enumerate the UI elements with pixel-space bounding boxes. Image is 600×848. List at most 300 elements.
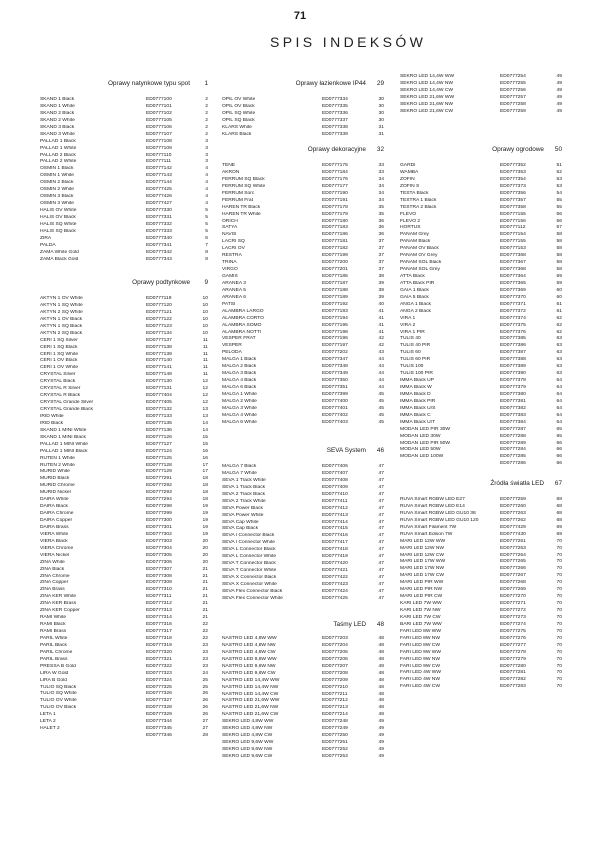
product-code: ED0777256 <box>500 87 526 93</box>
product-code: ED0777329 <box>146 712 172 718</box>
index-row <box>222 692 384 699</box>
product-page: 47 <box>378 595 384 601</box>
product-page: 44 <box>378 371 384 377</box>
index-row <box>40 393 208 400</box>
product-code: ED0777399 <box>322 391 348 397</box>
product-name: OSMIN 2 White <box>40 187 74 193</box>
product-page: 21 <box>202 601 208 607</box>
product-code: ED0777130 <box>146 379 172 385</box>
product-name: TULIO SQ Black <box>40 684 77 690</box>
product-name: AKTYN 2 SQ Black <box>40 330 83 336</box>
product-name: VIERA Nickel <box>40 552 70 558</box>
product-page: 45 <box>378 405 384 411</box>
product-name: PANAM OV Grey <box>400 253 438 259</box>
product-name: RUVA Smart RGBW LED E14 <box>400 503 465 509</box>
product-code: ED0777106 <box>146 124 172 130</box>
product-page: 64 <box>556 412 562 418</box>
section-page: 1 <box>204 80 208 87</box>
index-row <box>40 310 208 317</box>
product-name: OPIL SQ Black <box>222 117 255 123</box>
product-code: ED0777194 <box>322 315 348 321</box>
index-row <box>222 399 384 406</box>
product-name: MALGA 2 White <box>222 398 257 404</box>
index-row <box>40 358 208 365</box>
product-name: MURID Chrome <box>40 483 75 489</box>
index-row <box>40 146 208 153</box>
index-row <box>222 554 384 561</box>
product-code: ED0777308 <box>146 573 172 579</box>
product-name: TESTRA 1 Black <box>400 197 437 203</box>
product-code: ED0777138 <box>146 344 172 350</box>
index-row <box>40 629 208 636</box>
product-page: 39 <box>378 294 384 300</box>
index-row <box>400 546 562 553</box>
product-name: MALGA 7 White <box>222 470 257 476</box>
index-row <box>400 518 562 525</box>
product-page: 19 <box>202 504 208 510</box>
product-code: ED0777206 <box>322 656 348 662</box>
product-code: ED0777293 <box>146 490 172 496</box>
product-name: TULIO OV Black <box>40 705 77 711</box>
product-code: ED0777383 <box>500 412 526 418</box>
product-page: 65 <box>556 426 562 432</box>
product-name: VIRA 1 PIR <box>400 329 425 335</box>
index-row <box>400 615 562 622</box>
index-row <box>400 573 562 580</box>
product-page: 70 <box>556 545 562 551</box>
product-code: ED0777368 <box>500 253 526 259</box>
product-code: ED0777211 <box>322 691 348 697</box>
product-page: 70 <box>556 621 562 627</box>
product-page: 49 <box>378 719 384 725</box>
product-name: PARIL White <box>40 635 68 641</box>
product-name: FARI LED 8W WW <box>400 628 442 634</box>
index-row <box>400 427 562 434</box>
product-name: PANAM SOL Black <box>400 260 442 266</box>
product-code: ED0777321 <box>146 656 172 662</box>
product-code: ED0777357 <box>500 197 526 203</box>
product-code: ED0777375 <box>500 322 526 328</box>
index-row <box>400 670 562 677</box>
product-name: MODAN LED 50W <box>400 447 441 453</box>
index-row <box>400 657 562 664</box>
product-code: ED0777271 <box>500 601 526 607</box>
index-row <box>40 379 208 386</box>
index-row <box>222 664 384 671</box>
product-page: 8 <box>205 256 208 262</box>
index-row <box>222 582 384 589</box>
section-page: 46 <box>376 447 384 454</box>
product-name: MURID White <box>40 469 70 475</box>
product-name: RUTEN 2 White <box>40 462 75 468</box>
product-code: ED0777122 <box>146 316 172 322</box>
index-row <box>222 336 384 343</box>
product-name: ALAMBRA SOMO <box>222 322 262 328</box>
product-code: ED0777268 <box>500 580 526 586</box>
product-page: 70 <box>556 670 562 676</box>
product-code: ED0777108 <box>146 138 172 144</box>
index-row <box>222 657 384 664</box>
index-row <box>40 345 208 352</box>
product-page: 70 <box>556 573 562 579</box>
product-code: ED0777318 <box>146 635 172 641</box>
index-row <box>400 357 562 364</box>
product-code: ED0777276 <box>500 635 526 641</box>
product-code: ED0777350 <box>322 378 348 384</box>
product-page: 2 <box>205 131 208 137</box>
product-code: ED0777367 <box>500 260 526 266</box>
product-name: IRID Black <box>40 420 64 426</box>
index-row <box>400 191 562 198</box>
product-name: SEVA I Connector Black <box>222 533 275 539</box>
product-page: 34 <box>378 176 384 182</box>
index-row <box>222 726 384 733</box>
product-page: 70 <box>556 635 562 641</box>
product-page: 52 <box>556 169 562 175</box>
product-name: TRINA <box>222 260 237 266</box>
product-name: FARI LED 4W WW <box>400 670 442 676</box>
product-name: FERRUM Sorc <box>222 190 255 196</box>
index-row <box>400 539 562 546</box>
product-page: 25 <box>202 684 208 690</box>
product-name: ZAMA Black Gold <box>40 256 79 262</box>
product-name: FLEVO <box>400 211 417 217</box>
product-name: DAIRA Copper <box>40 518 73 523</box>
index-row <box>40 463 208 470</box>
product-page: 68 <box>556 517 562 523</box>
product-name: ZINA KER Brass <box>40 601 77 607</box>
index-row <box>222 575 384 582</box>
product-name: GAMIS <box>222 274 238 279</box>
product-page: 18 <box>202 483 208 489</box>
product-code: ED0777292 <box>146 483 172 489</box>
product-page: 58 <box>556 253 562 259</box>
product-page: 70 <box>556 601 562 607</box>
product-code: ED0777370 <box>500 294 526 300</box>
product-code: ED0777423 <box>322 581 348 587</box>
index-row <box>40 497 208 504</box>
product-page: 49 <box>556 74 562 79</box>
index-row <box>222 561 384 568</box>
product-name: SEKRO LED 4,8W NW <box>222 726 273 732</box>
index-row <box>40 608 208 615</box>
product-page: 47 <box>378 477 384 483</box>
product-page: 47 <box>378 540 384 546</box>
index-row <box>40 442 208 449</box>
product-page: 16 <box>202 455 208 461</box>
product-page: 70 <box>556 677 562 683</box>
product-code: ED0777279 <box>500 656 526 662</box>
product-name: OPIL SQ White <box>222 110 256 116</box>
index-row <box>40 125 208 132</box>
product-page: 66 <box>556 440 562 446</box>
index-row <box>40 250 208 257</box>
product-code: ED0777125 <box>146 455 172 461</box>
index-row <box>40 525 208 532</box>
product-name: TESTA Black <box>400 190 429 196</box>
product-code: ED0777378 <box>500 378 526 384</box>
product-name: SEVA L Connector Black <box>222 547 276 553</box>
product-code: ED0777141 <box>146 365 172 371</box>
product-code: ED0777365 <box>500 280 526 286</box>
product-name: SKAND 1 MINI White <box>40 427 87 433</box>
product-code: ED0777257 <box>500 94 526 100</box>
product-name: CRYSTAL Silver <box>40 372 76 378</box>
product-code: ED0777387 <box>500 350 526 356</box>
index-row <box>40 372 208 379</box>
product-name: RUVA Smart RGBW LED GU10 120 <box>400 517 479 523</box>
product-code: ED0777309 <box>146 580 172 586</box>
product-page: 10 <box>202 309 208 315</box>
product-name: RESTRA <box>222 253 242 259</box>
product-page: 70 <box>556 684 562 690</box>
product-name: SEVA Power Black <box>222 505 263 511</box>
index-row <box>40 483 208 490</box>
product-page: 41 <box>378 329 384 335</box>
product-name: CERI 1 OV Black <box>40 358 78 364</box>
product-name: DAIRA Chrome <box>40 511 74 517</box>
product-code: ED0777198 <box>322 329 348 335</box>
product-page: 63 <box>556 350 562 356</box>
product-name: LIRA W Gold <box>40 670 69 676</box>
product-page: 61 <box>556 308 562 314</box>
section-title: SEVA System <box>326 447 366 454</box>
product-code: ED0777418 <box>322 547 348 553</box>
product-name: TULIS 60 PIR <box>400 357 431 363</box>
index-row <box>400 434 562 441</box>
product-name: SEVA Cap White <box>222 519 259 525</box>
index-row <box>400 163 562 170</box>
product-code: ED0777179 <box>322 211 348 217</box>
product-page: 47 <box>378 575 384 580</box>
index-row <box>40 414 208 421</box>
product-name: DAIRA White <box>40 497 69 503</box>
product-code: ED0777199 <box>322 253 348 259</box>
product-page: 49 <box>556 87 562 93</box>
product-code: ED0777208 <box>322 670 348 676</box>
product-name: TULIS 60 <box>400 350 421 356</box>
product-name: FERRUM SQ White <box>222 183 266 189</box>
product-name: MARI LED 12W CW <box>400 552 445 558</box>
product-page: 44 <box>378 385 384 390</box>
product-name: MURID Black <box>40 476 70 482</box>
index-row <box>40 407 208 414</box>
product-name: ATTA Black PIR <box>400 280 435 286</box>
product-name: PALLAD 2 White <box>40 159 77 165</box>
product-page: 11 <box>202 358 208 364</box>
index-row <box>40 511 208 518</box>
product-name: ZINA KER Copper <box>40 608 80 614</box>
product-code: ED0777291 <box>146 476 172 482</box>
product-name: SATYA <box>222 225 238 231</box>
product-page: 2 <box>205 110 208 116</box>
product-name: SEVA 2 Track Black <box>222 491 266 497</box>
product-code: ED0777258 <box>500 101 526 107</box>
product-code: ED0777204 <box>322 642 348 648</box>
product-name: CERI 1 SQ White <box>40 351 79 357</box>
section-title: Oprawy ogrodowe <box>492 146 544 153</box>
section-title: Oprawy natynkowe typu spot <box>107 80 190 87</box>
product-name: CRYSTAL R Black <box>40 393 81 399</box>
index-row <box>222 350 384 357</box>
product-code: ED0777109 <box>146 145 172 151</box>
product-page: 14 <box>202 420 208 426</box>
index-row <box>222 533 384 540</box>
index-row <box>40 601 208 608</box>
product-name: WAMBA <box>400 169 419 175</box>
product-code: ED0777186 <box>322 232 348 238</box>
index-row <box>400 461 562 468</box>
product-name: MALGA 4 White <box>222 412 257 418</box>
product-name <box>400 461 500 468</box>
product-page: 19 <box>202 524 208 530</box>
product-page: 21 <box>202 615 208 621</box>
index-row <box>40 338 208 345</box>
product-page: 5 <box>205 208 208 213</box>
product-name: TULIS 100 <box>400 364 424 370</box>
section-page: 48 <box>376 621 384 628</box>
product-code: ED0777133 <box>146 413 172 419</box>
product-code: ED0777149 <box>146 372 172 378</box>
product-code: ED0777134 <box>146 330 172 336</box>
product-page: 26 <box>202 705 208 711</box>
product-page: 30 <box>378 103 384 109</box>
product-page: 21 <box>202 594 208 600</box>
product-name: PATSI <box>222 301 236 307</box>
index-row <box>400 239 562 246</box>
product-code: ED0777348 <box>322 364 348 370</box>
product-page: 4 <box>205 187 208 193</box>
product-name: MARI LED 12W NW <box>400 545 445 551</box>
index-row <box>40 180 208 187</box>
product-page: 49 <box>378 726 384 732</box>
index-row <box>400 274 562 281</box>
index-row <box>400 309 562 316</box>
index-row <box>40 678 208 685</box>
index-row <box>40 386 208 393</box>
product-page: 35 <box>378 204 384 210</box>
product-code: ED0777346 <box>146 733 172 739</box>
product-name: RUVA Smart Filament 7W <box>400 524 457 530</box>
index-row <box>400 406 562 413</box>
product-page: 45 <box>378 391 384 397</box>
product-name: MARI LED PIR WW <box>400 580 444 586</box>
product-page: 23 <box>202 642 208 648</box>
product-page: 21 <box>202 608 208 614</box>
product-code: ED0777324 <box>146 677 172 683</box>
product-code: ED0777371 <box>500 301 526 307</box>
product-code: ED0777421 <box>322 568 348 574</box>
index-row <box>40 636 208 643</box>
index-row <box>40 574 208 581</box>
product-name: SKAND 3 White <box>40 131 75 137</box>
product-name: CRYSTAL Black <box>40 379 76 385</box>
product-name: GARDI <box>400 163 416 168</box>
product-code: ED0777132 <box>146 407 172 412</box>
product-code: ED0777203 <box>322 636 348 641</box>
product-page: 44 <box>378 357 384 363</box>
product-page: 45 <box>378 412 384 418</box>
product-page: 56 <box>556 218 562 224</box>
product-page: 12 <box>202 393 208 399</box>
index-row <box>222 485 384 492</box>
index-row <box>222 636 384 643</box>
index-row <box>40 560 208 567</box>
product-code: ED0777327 <box>146 698 172 704</box>
product-name: HAREN TR Black <box>222 204 261 210</box>
product-name: RUVA Smart RGBW LED GU10 38 <box>400 510 476 516</box>
index-row <box>40 111 208 118</box>
product-page: 64 <box>556 419 562 425</box>
index-row <box>222 111 384 118</box>
product-code: ED0777379 <box>500 385 526 390</box>
index-row <box>400 253 562 260</box>
index-row <box>40 456 208 463</box>
product-name: SKAND 1 White <box>40 103 75 109</box>
index-row <box>40 553 208 560</box>
product-name: FARI LED 9W WW <box>400 649 442 655</box>
product-name: SEVA Flex Connector White <box>222 595 283 601</box>
index-row <box>222 132 384 139</box>
product-page: 21 <box>202 580 208 586</box>
product-page: 63 <box>556 364 562 370</box>
product-name: ZAMA White Gold <box>40 249 79 255</box>
index-row <box>40 698 208 705</box>
product-page: 30 <box>378 97 384 102</box>
index-row <box>40 173 208 180</box>
product-page: 61 <box>556 301 562 307</box>
product-page: 3 <box>205 159 208 165</box>
index-list <box>222 636 384 761</box>
product-page: 31 <box>378 124 384 130</box>
index-row <box>222 364 384 371</box>
product-code: ED0777304 <box>146 545 172 551</box>
index-row <box>40 685 208 692</box>
product-code: ED0777351 <box>322 385 348 390</box>
product-code: ED0777111 <box>146 159 172 165</box>
product-name: TULIO OV White <box>40 698 77 704</box>
product-page: 22 <box>202 635 208 641</box>
product-code: ED0777135 <box>146 420 172 426</box>
product-code: ED0777415 <box>322 526 348 532</box>
product-name: IMMA Black U/T <box>400 419 436 425</box>
index-row <box>222 643 384 650</box>
product-name: PALDA <box>40 242 56 248</box>
product-page: 18 <box>202 497 208 503</box>
product-name: VIERA Chrome <box>40 545 74 551</box>
product-name: RAMI White <box>40 615 67 621</box>
product-page: 19 <box>202 531 208 537</box>
product-page: 21 <box>202 573 208 579</box>
index-row <box>222 163 384 170</box>
product-name: NASTRO LED 21,6W WW <box>222 698 280 704</box>
product-code: ED0777267 <box>500 573 526 579</box>
product-code: ED0777189 <box>322 294 348 300</box>
product-code: ED0777253 <box>322 753 348 759</box>
index-row <box>40 365 208 372</box>
index-row <box>40 449 208 456</box>
product-page: 48 <box>378 636 384 641</box>
product-code: ED0777184 <box>322 169 348 175</box>
product-code: ED0777381 <box>500 398 526 404</box>
product-name: ARANEA 5 <box>222 287 246 293</box>
index-row <box>222 232 384 239</box>
index-row <box>400 587 562 594</box>
product-name: FARI LED 9W NW <box>400 656 440 662</box>
product-code: ED0777262 <box>500 517 526 523</box>
product-code: ED0777195 <box>322 322 348 328</box>
product-name: OSMIN 3 White <box>40 201 74 207</box>
